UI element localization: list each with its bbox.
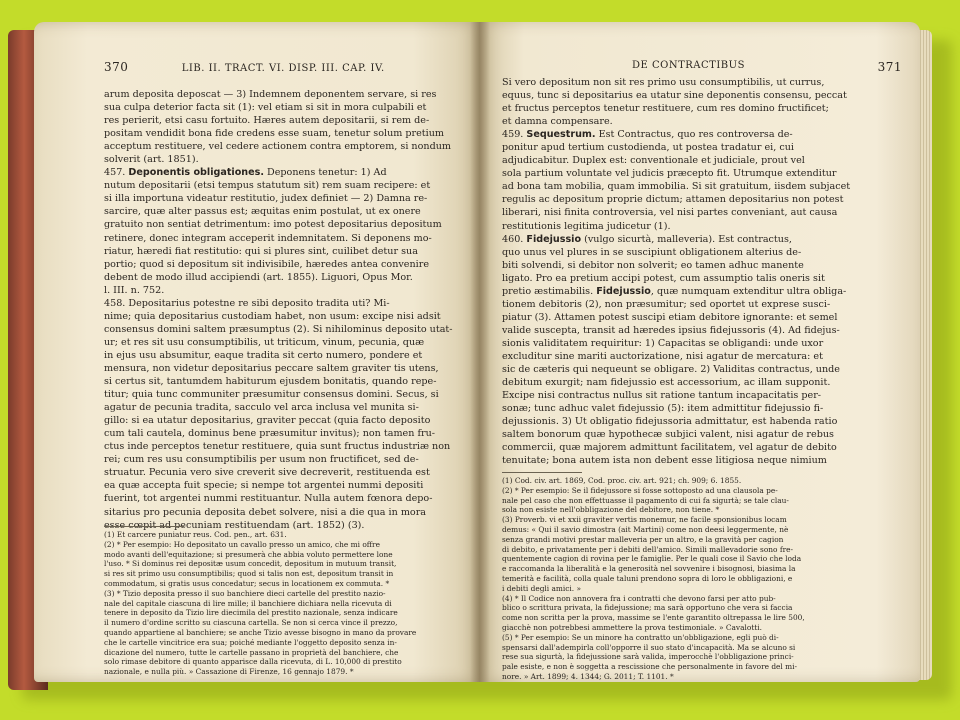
footnote-line: (1) Cod. civ. art. 1869, Cod. proc. civ. art. 921; ch. 909; 6. 1855. — [502, 476, 742, 485]
text-line: retinere, donec integram acceperit indemnitatem. Si deponens mo- — [104, 232, 432, 244]
text-line: 460. Fidejussio (vulgo sicurtà, malleveria). Est contractus, — [502, 233, 792, 245]
footnote-line: giacchè non potrebbesi ammettere la prova testimoniale. » Cavalotti. — [502, 622, 762, 632]
footnote-line: demus: « Qui il savio dimostra (ait Martini) come non deesi leggermente, nè — [502, 524, 789, 534]
text-line: riatur, hæredi fiat restitutio: qui si plures sint, cuilibet detur sua — [104, 245, 418, 257]
footnote-line: (3) * Tizio deposita presso il suo banchiere dieci cartelle del prestito nazio- — [104, 588, 386, 598]
text-line: sionis validitatem requiritur: 1) Capacitas se obligandi: unde uxor — [502, 337, 824, 349]
footnote-line: che le cartelle vincitrice era sua; poiché mediante l'oggetto deposito senza in- — [104, 637, 397, 647]
footnote-line: blico o scrittura privata, la fidejussione; ma sarà opportuno che vera si faccia — [502, 603, 793, 613]
text-line: titur; quia tunc communiter præsumitur consensus domini. Secus, si — [104, 389, 439, 401]
text-line: ea quæ accepta fuit specie; si nempe tot argentei nummi depositi — [104, 480, 424, 492]
text-line: Excipe nisi contractus nullus sit ratione tantum incapacitatis per- — [502, 390, 822, 402]
footnote-line: senza grandi motivi prestar malleveria per un altro, e la gravità per cagion — [502, 534, 784, 544]
footnote-line: temerità e facilità, colla quale taluni prendono sopra di loro le obbligazioni, e — [502, 573, 793, 583]
text-line: valide suscepta, transit ad hæredes ipsius fidejussoris (4). Ad fidejus- — [502, 324, 840, 336]
right-page-footnotes — [502, 472, 890, 682]
text-line: sarcire, quæ alter passus est; æquitas enim postulat, ut ex onere — [104, 206, 421, 218]
footnote-line: l'uso. * Si dominus rei depositæ usum concedit, depositum in mutuum transit, — [104, 559, 397, 569]
text-line: consensus domini saltem præsumptus (2). Si nihilominus deposito utat- — [104, 323, 453, 335]
text-line: sola partium voluntate vel judicis præcepto fit. Utrumque extenditur — [502, 168, 837, 180]
text-line: sic de cæteris qui nequeunt se obligare. 2) Validitas contractus, unde — [502, 364, 840, 376]
footnote-line: i debiti degli amici. » — [502, 583, 582, 593]
footnote-line: dicazione del numero, tutte le cartelle passano in proprietà del banchiere, che — [104, 647, 399, 657]
left-page-footnotes — [104, 526, 480, 677]
footnote-line: (1) Et carcere puniatur reus. Cod. pen., art. 631. — [104, 530, 287, 539]
text-line: sua culpa deterior facta sit (1): vel etiam si sit in mora culpabili et — [104, 102, 427, 114]
text-line: rei; cum res usu consumptibilis per usum non fructificet, sed de- — [104, 454, 419, 466]
text-line: cum tali cautela, dominus bene præsumitur invitus); non tamen fru- — [104, 428, 436, 440]
left-running-head: LIB. II. TRACT. VI. DISP. III. CAP. IV. — [181, 63, 385, 74]
text-line: sonæ; tunc adhuc valet fidejussio (5): item admittitur fidejussio fi- — [502, 403, 824, 415]
text-line: ctus inde perceptos tenetur restituere, quia sunt fructus industriæ non — [104, 441, 451, 453]
footnote-line: il numero d'ordine scritto su ciascuna cartella. Se non si cerca vince il prezzo, — [104, 618, 398, 628]
section-heading: Fidejussio — [526, 233, 582, 245]
footnote-line: quentemente cagion di rovina per le famiglie. Per le quali cose il Savio che loda — [502, 554, 802, 564]
text-line: tenuitate; bona autem ista non debent esse litigiosa neque nimium — [502, 455, 827, 467]
footnote-line: di debito, e privatamente per i debiti dell'amico. Simili mallevadorie sono fre- — [502, 544, 793, 554]
text-line: debent de modo illud accipiendi (art. 1855). Liguori, Opus Mor. — [104, 271, 413, 283]
text-line: commercii, quæ majorem admittunt facilitatem, vel agatur de debito — [502, 442, 837, 454]
section-heading: Sequestrum. — [526, 129, 596, 141]
text-line: 459. Sequestrum. Est Contractus, quo res controversa de- — [502, 129, 793, 141]
footnote-line: tenere in deposito da Tizio lire diecimila del prestito nazionale, senza indicare — [104, 608, 398, 618]
text-line: si certus sit, tantumdem habiturum ejusdem bonitatis, quando repe- — [104, 376, 437, 388]
text-line: regulis ac depositum proprie dictum; attamen depositarius non potest — [502, 194, 844, 206]
text-line: ponitur apud tertium custodienda, ut postea tradatur ei, cui — [502, 142, 794, 154]
footnote-line: (2) * Per esempio: Se il fidejussore si fosse sottoposto ad una clausola pe- — [502, 485, 778, 495]
text-line: nutum depositarii (etsi tempus statutum sit) rem suam recipere: et — [104, 180, 431, 192]
text-line: acceptum restituere, vel cedere actionem contra emptorem, si nondum — [104, 141, 451, 153]
footnote-line: spensarsi dall'adempirla coll'opporre il suo stato d'incapacità. Ma se alcuno si — [502, 642, 796, 652]
footnote-line: commodatum, si gratis usus concedatur; secus in locationem ex commuta. * — [104, 578, 390, 588]
text-line: piatur (3). Attamen potest suscipi etiam debitore ignorante: et semel — [502, 311, 838, 323]
footnote-line: nazionale, e nulla più. » Cassazione di Firenze, 16 gennajo 1879. * — [104, 667, 354, 677]
text-line: tionem debitoris (2), non præsumitur; sed oportet ut exprese susci- — [502, 298, 831, 310]
left-page-body — [104, 88, 480, 532]
right-page-body — [502, 76, 890, 467]
footnote-line: nale pel caso che non effettuasse il pagamento di cui fa sigurtà; se tale clau- — [502, 495, 789, 505]
text-line: ad bona tam mobilia, quam immobilia. Si sit gratuitum, iisdem subjacet — [502, 181, 851, 193]
text-line: nime; quia depositarius custodiam habet, non usum: excipe nisi adsit — [104, 310, 441, 322]
footnote-line: (3) Proverb. vi et xxii graviter vertis monemur, ne facile sponsionibus locam — [502, 515, 787, 525]
footnote-line: sola non esiste nell'obbligazione del debitore, non tiene. * — [502, 505, 720, 515]
footnote-line: rese sua sigurtà, la fidejussione sarà valida, imperocchè l'obbligazione princi- — [502, 652, 794, 662]
footnote-line: come non scritta per la prova, massime se l'ente garantito oltrepassa le lire 500, — [502, 613, 805, 623]
footnote-rule — [104, 526, 184, 527]
text-line: 457. Deponentis obligationes. Deponens tenetur: 1) Ad — [104, 167, 387, 179]
text-line: sitarius pro pecunia deposita debet solvere, nisi a die qua in mora — [104, 506, 426, 518]
right-page — [480, 22, 920, 682]
text-line: biti solvendi, si debitor non solverit; eo tamen adhuc manente — [502, 259, 804, 271]
footnote-rule — [502, 472, 582, 473]
footnote-line: (2) * Per esempio: Ho depositato un cavallo presso un amico, che mi offre — [104, 539, 380, 549]
book-gutter — [470, 22, 490, 682]
text-line: mensura, non videtur depositarius peccare saltem graviter tis utens, — [104, 362, 439, 374]
right-page-number: 371 — [877, 60, 902, 74]
text-line: excluditur sine mariti auctorizatione, nisi agatur de mercatura: et — [502, 350, 823, 362]
footnote-line: pale esiste, e non è soggetta a rescissione che personalmente in favore del mi- — [502, 662, 798, 672]
text-line: quo unus vel plures in se suscipiunt obligationem alterius de- — [502, 246, 802, 258]
left-page-header — [104, 60, 385, 74]
left-page — [34, 22, 480, 682]
text-line: l. III. n. 752. — [104, 284, 165, 296]
text-line: si illa importuna videatur restitutio, judex definiet — 2) Damna re- — [104, 193, 428, 205]
footnote-line: solo rimase debitore di quanto apparisce dalla ricevuta, di L. 10,000 di prestito — [104, 657, 402, 667]
right-running-head: DE CONTRACTIBUS — [632, 60, 745, 71]
footnote-line: e raccomanda la liberalità e la generosità nel sovvenire i bisognosi, biasima la — [502, 564, 796, 574]
text-line: positam vendidit bona fide credens esse suam, tenetur solum pretium — [104, 128, 444, 140]
text-line: saltem bonorum quæ hypothecæ subjici valent, nisi agatur de rebus — [502, 429, 834, 441]
footnote-line: si res sit primo usu consumptibilis; quod si talis non est, depositum transit in — [104, 569, 394, 579]
text-line: liberari, nisi finita controversia, vel nisi partes conveniant, aut causa — [502, 207, 838, 219]
text-line: arum deposita deposcat — 3) Indemnem deponentem servare, si res — [104, 89, 437, 100]
text-line: portio; quod si depositum sit indivisibile, hæredes antea convenire — [104, 258, 429, 270]
text-line: res perierit, etsi casu fortuito. Hæres autem depositarii, si rem de- — [104, 115, 430, 127]
footnote-line: nale del capitale ciascuna di lire mille; il banchiere dichiara nella ricevuta di — [104, 598, 392, 608]
text-line: equus, tunc si depositarius ea utatur sine deponentis consensu, peccat — [502, 90, 847, 102]
section-heading: Deponentis obligationes. — [128, 167, 264, 179]
text-line: pretio æstimabilis. Fidejussio, quæ numquam extenditur ultra obliga- — [502, 285, 847, 297]
section-heading: Fidejussio — [596, 285, 651, 297]
text-line: solverit (art. 1851). — [104, 154, 199, 166]
text-line: et damna compensare. — [502, 116, 613, 128]
text-line: adjudicabitur. Duplex est: conventionale et judiciale, prout vel — [502, 155, 805, 167]
footnote-line: quando appartiene al banchiere; se anche Tizio avesse bisogno in mano da provare — [104, 627, 417, 637]
footnote-line: modo avanti dell'equitazione; si presumerà che abbia voluto permettere lone — [104, 549, 393, 559]
text-line: et fructus perceptos tenetur restituere, cum res domino fructificet; — [502, 103, 829, 115]
left-page-number: 370 — [104, 60, 129, 74]
text-line: restitutionis legitima judicetur (1). — [502, 220, 671, 232]
text-line: 458. Depositarius potestne re sibi deposito tradita uti? Mi- — [104, 297, 390, 309]
text-line: struatur. Pecunia vero sive creverit sive decreverit, restituenda est — [104, 467, 430, 479]
text-line: esse cœpit ad pecuniam restituendam (art. 1852) (3). — [104, 519, 365, 531]
text-line: fuerint, tot argentei nummi restituantur. Nulla autem fœnora depo- — [104, 493, 433, 505]
footnote-line: (5) * Per esempio: Se un minore ha contratto un'obbligazione, egli può di- — [502, 632, 779, 642]
text-line: ligato. Pro ea pretium accipi potest, cum assumptio talis oneris sit — [502, 272, 825, 284]
right-page-header — [632, 60, 902, 74]
text-line: in ejus usu absumitur, eaque tradita sit certo numero, pondere et — [104, 349, 423, 361]
text-line: ur; et res sit usu consumptibilis, ut triticum, vinum, pecunia, quæ — [104, 336, 425, 348]
footnote-line: nore. » Art. 1899; 4. 1344; G. 2011; T. 1101. * — [502, 671, 674, 681]
text-line: gratuito non sentiat detrimentum: imo potest depositarius depositum — [104, 219, 442, 231]
text-line: dejussionis. 3) Ut obligatio fidejussoria admittatur, est habenda ratio — [502, 416, 838, 428]
text-line: debitum exurgit; nam fidejussio est accessorium, ac illam supponit. — [502, 377, 831, 389]
footnote-line: (4) * Il Codice non annovera fra i contratti che devono farsi per atto pub- — [502, 593, 776, 603]
text-line: agatur de pecunia tradita, sacculo vel arca inclusa vel munita si- — [104, 402, 419, 414]
text-line: Si vero depositum non sit res primo usu consumptibilis, ut currus, — [502, 77, 825, 88]
text-line: gillo: si ea utatur depositarius, graviter peccat (quia facto deposito — [104, 415, 431, 427]
